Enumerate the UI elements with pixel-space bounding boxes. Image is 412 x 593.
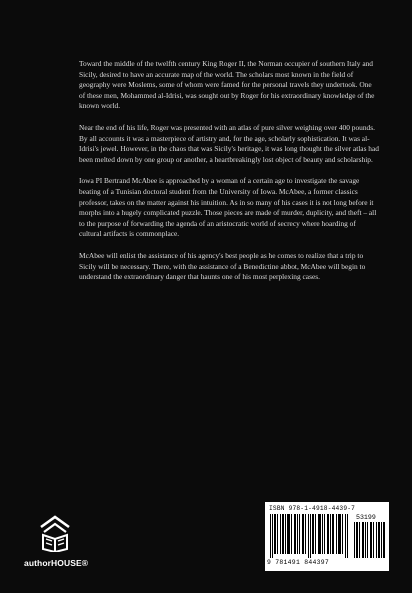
blurb-paragraph-2: Near the end of his life, Roger was presented with an atlas of pure silver weighing over 400 pounds. By all accounts it was a masterpiece of artistry and, for the age, scholarly sophistication. It was al-Idrisi's jewel. However, in the chaos that was Sicily's heritage, it was long thought the silver atlas had been melted down by one group or another, a heartbreakingly lost object of beauty and scholarship. <box>79 122 379 164</box>
blurb-paragraph-3: Iowa PI Bertrand McAbee is approached by a woman of a certain age to investigate the savage beating of a Tunisian doctoral student from the University of Iowa. McAbee, a former classics professor, takes on the matter against his intuition. As in so many of his cases it is not long before it morphs into a hugely complicated puzzle. Those pieces are made of murder, duplicity, and theft – all to the purpose of forwarding the agenda of an aristocratic world of secrecy where hoarding of cultural artifacts is commonplace. <box>79 176 377 239</box>
barcode-digits: 9 781491 844397 <box>267 559 330 566</box>
isbn-barcode <box>265 502 389 571</box>
isbn-label: ISBN 978-1-4918-4439-7 <box>269 505 356 512</box>
addon-barcode-bars <box>354 522 385 558</box>
publisher-name: authorHOUSE® <box>24 558 89 568</box>
back-cover-blurb <box>79 59 379 294</box>
blurb-paragraph-1: Toward the middle of the twelfth century King Roger II, the Norman occupier of southern Italy and Sicily, desired to have an accurate map of the world. The scholars most known in the field of geography were Moslems, some of whom were famed for the personal travels they undertook. One of these men, Mohammed al-Idrisi, was sought out by Roger for his extraordinary knowledge of the known world. <box>79 59 375 111</box>
blurb-paragraph-4: McAbee will enlist the assistance of his agency's best people as he comes to realize that a trip to Sicily will be necessary. There, with the assistance of a Benedictine abbot, McAbee will begin to understand the extraordinary danger that haunts one of his most perplexing cases. <box>79 250 366 282</box>
book-house-icon <box>39 514 71 552</box>
price-code: 53199 <box>356 514 376 521</box>
publisher-logo <box>24 514 89 574</box>
ean-barcode-bars <box>269 514 351 558</box>
